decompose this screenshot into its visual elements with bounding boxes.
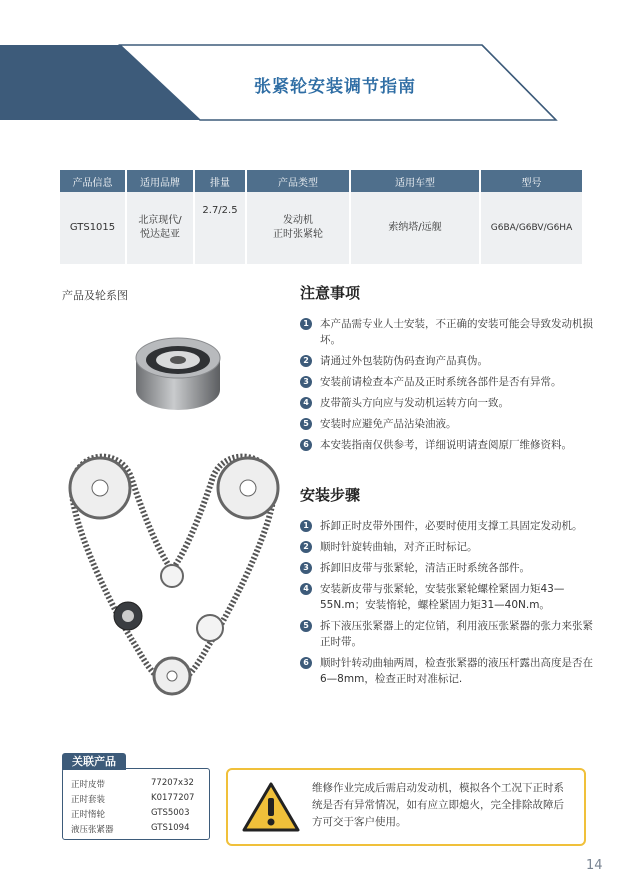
table-header-cell: 适用品牌: [126, 170, 194, 192]
notice-title: 注意事项: [300, 284, 361, 302]
list-item: 4 皮带箭头方向应与发动机运转方向一致。: [300, 395, 600, 411]
table-header-cell: 产品信息: [60, 170, 126, 192]
list-item: 6 本安装指南仅供参考，详细说明请查阅原厂维修资料。: [300, 437, 600, 453]
table-header-cell: 产品类型: [246, 170, 350, 192]
number-badge: 6: [300, 439, 312, 451]
table-cell: G6BA/G6BV/G6HA: [480, 192, 582, 264]
tensioner-pulley-image: [128, 328, 228, 420]
table-cell: GTS1015: [60, 192, 126, 264]
timing-belt-diagram: [62, 440, 288, 710]
notice-list: [300, 316, 600, 458]
list-item: 1 本产品需专业人士安装，不正确的安装可能会导致发动机损坏。: [300, 316, 600, 348]
number-badge: 4: [300, 397, 312, 409]
table-cell: 北京现代/ 悦达起亚: [126, 192, 194, 264]
table-row: [60, 192, 582, 264]
table-header-row: [60, 170, 582, 192]
list-item: 1 拆卸正时皮带外围件，必要时使用支撑工具固定发动机。: [300, 518, 596, 534]
table-header-cell: 型号: [480, 170, 582, 192]
number-badge: 1: [300, 318, 312, 330]
page-title: 张紧轮安装调节指南: [254, 77, 416, 97]
steps-title: 安装步骤: [300, 486, 361, 504]
camshaft-sprocket-left: [70, 458, 130, 518]
related-products-box: 正时皮带 77207x32 正时套装 K0177207 正时惰轮 GTS5003 液压张紧器 GTS1094: [62, 768, 210, 840]
header-banner: [0, 0, 633, 130]
number-badge: 3: [300, 376, 312, 388]
warning-text: 维修作业完成后需启动发动机，模拟各个工况下正时系统是否有异常情况，如有应立即熄火，完全排除故障后方可交于客户使用。: [312, 782, 564, 828]
number-badge: 5: [300, 620, 312, 632]
page-number: 14: [586, 858, 603, 873]
number-badge: 6: [300, 657, 312, 669]
camshaft-sprocket-right: [218, 458, 278, 518]
number-badge: 5: [300, 418, 312, 430]
list-item: 2 请通过外包装防伪码查询产品真伪。: [300, 353, 600, 369]
list-item: 3 安装前请检查本产品及正时系统各部件是否有异常。: [300, 374, 600, 390]
idler-pulley-right: [197, 615, 223, 641]
product-table: [60, 170, 582, 264]
related-products-title: 关联产品: [62, 753, 126, 770]
idler-pulley-top: [161, 565, 183, 587]
table-cell: 索纳塔/远舰: [350, 192, 480, 264]
number-badge: 1: [300, 520, 312, 532]
list-item: 4 安装新皮带与张紧轮，安装张紧轮螺栓紧固力矩43—55N.m；安装惰轮，螺栓紧固力矩31—40N.m。: [300, 581, 596, 613]
warning-box: [226, 768, 586, 846]
number-badge: 2: [300, 355, 312, 367]
number-badge: 2: [300, 541, 312, 553]
product-diagram-label: 产品及轮系图: [62, 289, 128, 302]
table-cell: 发动机 正时张紧轮: [246, 192, 350, 264]
steps-list: [300, 518, 596, 692]
list-item: 5 安装时应避免产品沾染油液。: [300, 416, 600, 432]
table-header-cell: 适用车型: [350, 170, 480, 192]
list-item: 5 拆下液压张紧器上的定位销，利用液压张紧器的张力来张紧正时带。: [300, 618, 596, 650]
list-item: 3 拆卸旧皮带与张紧轮，清洁正时系统各部件。: [300, 560, 596, 576]
table-cell: 2.7/2.5: [194, 192, 246, 264]
warning-icon: [242, 782, 300, 832]
number-badge: 4: [300, 583, 312, 595]
list-item: 2 顺时针旋转曲轴，对齐正时标记。: [300, 539, 596, 555]
list-item: 6 顺时针转动曲轴两周，检查张紧器的液压杆露出高度是否在6—8mm，检查正时对准标记.: [300, 655, 596, 687]
number-badge: 3: [300, 562, 312, 574]
table-header-cell: 排量: [194, 170, 246, 192]
